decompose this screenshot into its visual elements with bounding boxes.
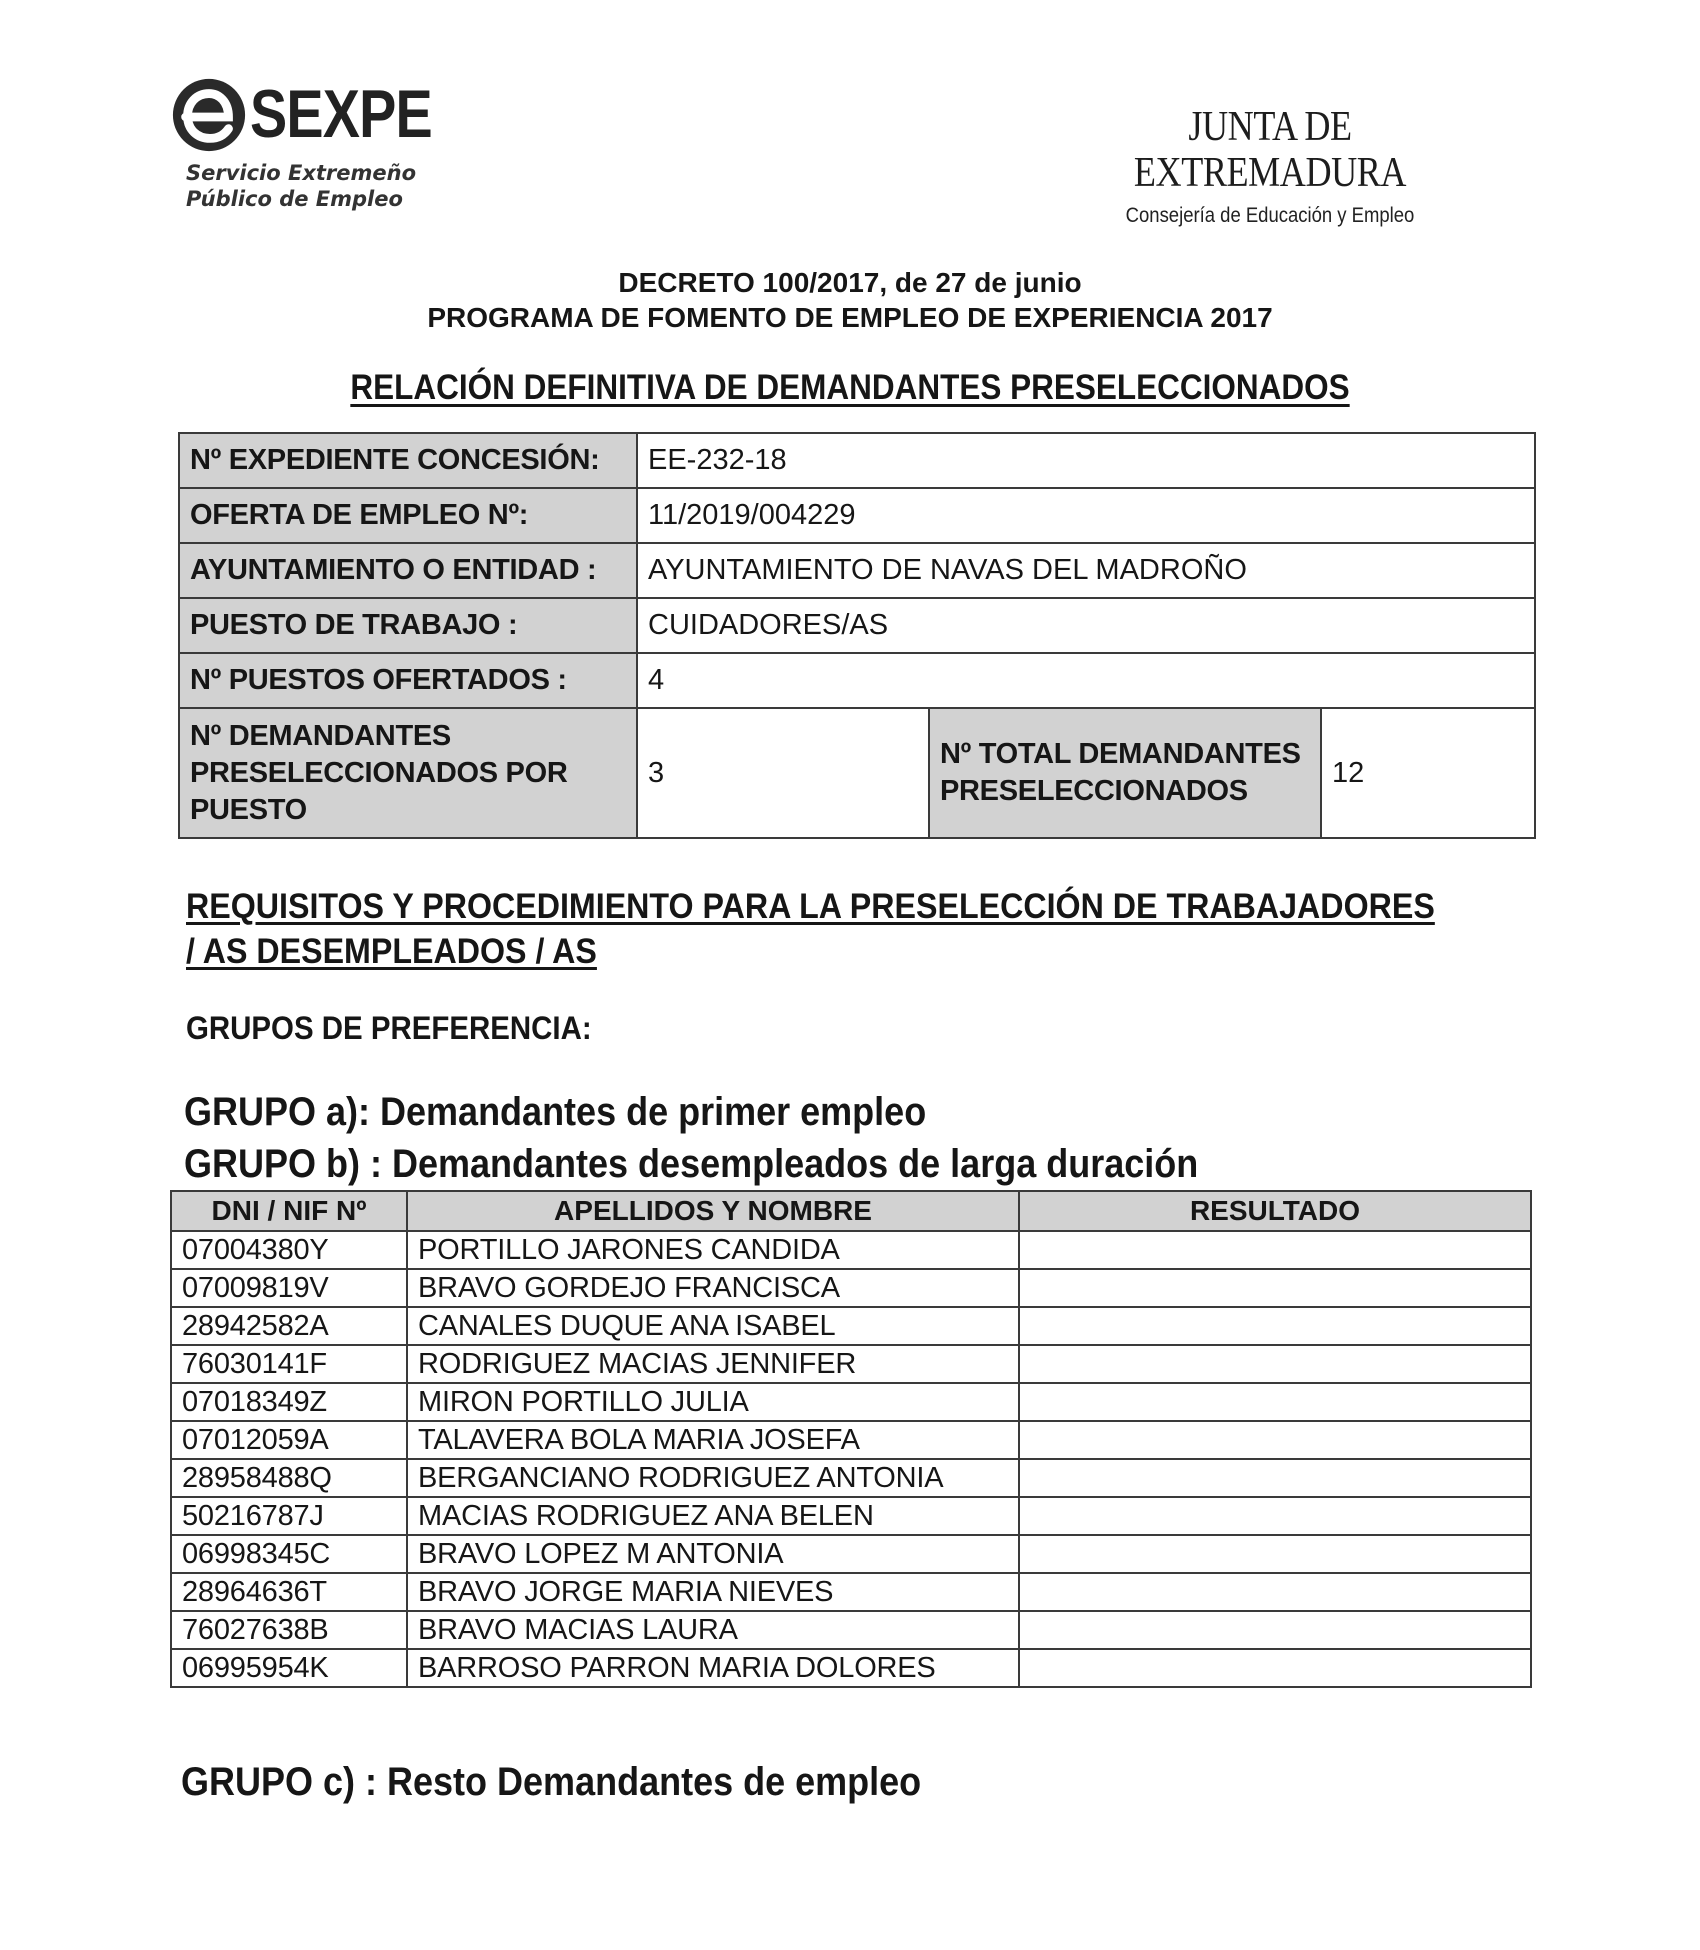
candidates-header-row [171, 1191, 1531, 1231]
sexpe-e-logo-icon [170, 76, 248, 154]
dni-cell: 07004380Y [171, 1231, 407, 1269]
nombre-cell: MACIAS RODRIGUEZ ANA BELEN [407, 1497, 1019, 1535]
table-row [171, 1421, 1531, 1459]
table-row [171, 1459, 1531, 1497]
info-row-demandantes [179, 708, 1535, 838]
dni-column-header: DNI / NIF Nº [171, 1191, 407, 1231]
table-row [171, 1269, 1531, 1307]
total-label: Nº TOTAL DEMANDANTES PRESELECCIONADOS [929, 708, 1321, 838]
nombre-cell: BARROSO PARRON MARIA DOLORES [407, 1649, 1019, 1687]
resultado-cell [1019, 1231, 1531, 1269]
dni-cell: 28942582A [171, 1307, 407, 1345]
table-row [171, 1231, 1531, 1269]
relacion-title: RELACIÓN DEFINITIVA DE DEMANDANTES PRESELECCIONADOS [350, 368, 1350, 407]
dni-cell: 76030141F [171, 1345, 407, 1383]
junta-header [1050, 104, 1490, 228]
sexpe-subtitle-line1: Servicio Extremeño [186, 161, 417, 185]
info-row-puesto [179, 598, 1535, 653]
table-row [171, 1611, 1531, 1649]
sexpe-logo [170, 72, 432, 211]
programa-title: PROGRAMA DE FOMENTO DE EMPLEO DE EXPERIENCIA 2017 [427, 302, 1273, 333]
oferta-label: OFERTA DE EMPLEO Nº: [179, 488, 637, 543]
resultado-cell [1019, 1421, 1531, 1459]
puestos-ofertados-value: 4 [637, 653, 1535, 708]
info-row-puestos-ofertados [179, 653, 1535, 708]
por-puesto-label: Nº DEMANDANTES PRESELECCIONADOS POR PUESTO [179, 708, 637, 838]
resultado-cell [1019, 1535, 1531, 1573]
nombre-cell: RODRIGUEZ MACIAS JENNIFER [407, 1345, 1019, 1383]
puesto-label: PUESTO DE TRABAJO : [179, 598, 637, 653]
junta-name: JUNTA DE EXTREMADURA [1133, 104, 1407, 196]
resultado-cell [1019, 1307, 1531, 1345]
nombre-cell: MIRON PORTILLO JULIA [407, 1383, 1019, 1421]
dni-cell: 06995954K [171, 1649, 407, 1687]
candidates-table [170, 1190, 1532, 1688]
grupo-a-heading: GRUPO a): Demandantes de primer empleo [184, 1090, 927, 1134]
resultado-cell [1019, 1269, 1531, 1307]
nombre-cell: TALAVERA BOLA MARIA JOSEFA [407, 1421, 1019, 1459]
ayuntamiento-value: AYUNTAMIENTO DE NAVAS DEL MADROÑO [637, 543, 1535, 598]
resultado-cell [1019, 1459, 1531, 1497]
dni-cell: 28964636T [171, 1573, 407, 1611]
table-row [171, 1535, 1531, 1573]
table-row [171, 1573, 1531, 1611]
resultado-cell [1019, 1383, 1531, 1421]
nombre-cell: BRAVO MACIAS LAURA [407, 1611, 1019, 1649]
grupo-b-heading: GRUPO b) : Demandantes desempleados de larga duración [184, 1142, 1199, 1186]
info-row-oferta [179, 488, 1535, 543]
nombre-cell: BERGANCIANO RODRIGUEZ ANTONIA [407, 1459, 1019, 1497]
nombre-cell: BRAVO JORGE MARIA NIEVES [407, 1573, 1019, 1611]
dni-cell: 07009819V [171, 1269, 407, 1307]
expediente-label: Nº EXPEDIENTE CONCESIÓN: [179, 433, 637, 488]
table-row [171, 1497, 1531, 1535]
nombre-cell: BRAVO LOPEZ M ANTONIA [407, 1535, 1019, 1573]
resultado-cell [1019, 1345, 1531, 1383]
dni-cell: 28958488Q [171, 1459, 407, 1497]
table-row [171, 1345, 1531, 1383]
info-table [178, 432, 1536, 839]
dni-cell: 07018349Z [171, 1383, 407, 1421]
sexpe-subtitle-line2: Público de Empleo [186, 187, 403, 211]
dni-cell: 76027638B [171, 1611, 407, 1649]
dni-cell: 06998345C [171, 1535, 407, 1573]
junta-consejeria: Consejería de Educación y Empleo [1125, 204, 1415, 227]
resultado-cell [1019, 1611, 1531, 1649]
requisitos-heading: REQUISITOS Y PROCEDIMIENTO PARA LA PRESELECCIÓN DE TRABAJADORES / AS DESEMPLEADOS / AS [186, 887, 1435, 971]
info-row-expediente [179, 433, 1535, 488]
resultado-cell [1019, 1649, 1531, 1687]
grupos-preferencia-heading: GRUPOS DE PREFERENCIA: [186, 1010, 592, 1046]
ayuntamiento-label: AYUNTAMIENTO O ENTIDAD : [179, 543, 637, 598]
decreto-title: DECRETO 100/2017, de 27 de junio [618, 267, 1082, 298]
oferta-value: 11/2019/004229 [637, 488, 1535, 543]
grupo-c-heading: GRUPO c) : Resto Demandantes de empleo [181, 1760, 922, 1804]
dni-cell: 50216787J [171, 1497, 407, 1535]
dni-cell: 07012059A [171, 1421, 407, 1459]
resultado-cell [1019, 1573, 1531, 1611]
por-puesto-value: 3 [637, 708, 929, 838]
resultado-cell [1019, 1497, 1531, 1535]
resultado-column-header: RESULTADO [1019, 1191, 1531, 1231]
puesto-value: CUIDADORES/AS [637, 598, 1535, 653]
expediente-value: EE-232-18 [637, 433, 1535, 488]
table-row [171, 1649, 1531, 1687]
table-row [171, 1307, 1531, 1345]
nombre-cell: CANALES DUQUE ANA ISABEL [407, 1307, 1019, 1345]
nombre-column-header: APELLIDOS Y NOMBRE [407, 1191, 1019, 1231]
nombre-cell: BRAVO GORDEJO FRANCISCA [407, 1269, 1019, 1307]
total-value: 12 [1321, 708, 1535, 838]
sexpe-name: SEXPE [250, 76, 432, 152]
info-row-ayuntamiento [179, 543, 1535, 598]
nombre-cell: PORTILLO JARONES CANDIDA [407, 1231, 1019, 1269]
table-row [171, 1383, 1531, 1421]
puestos-ofertados-label: Nº PUESTOS OFERTADOS : [179, 653, 637, 708]
